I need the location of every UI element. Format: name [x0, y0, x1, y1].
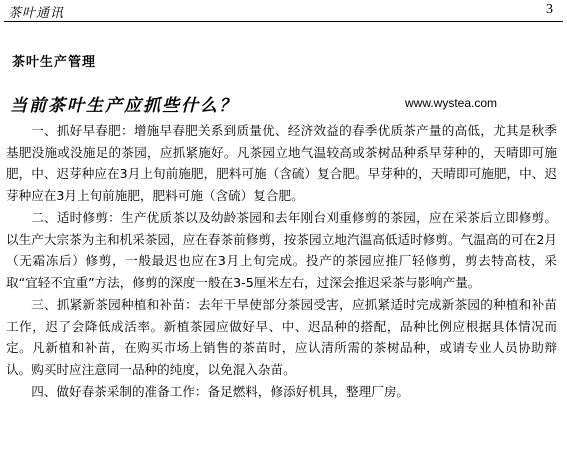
paragraph-pruning: 二、适时修剪：生产优质茶以及幼龄茶园和去年刚台刈重修剪的茶园，应在采茶后立即修剪。以生产大宗茶为主和机采茶园，应在春茶前修剪，按茶园立地汽温高低适时修剪。气温高的可在2月（无霜冻后）修剪，一般最迟也应在3月上旬完成。投产的茶园应推厂轻修剪，剪去特高枝，采取“宜轻不宜重”方法，修剪的深度一般在3-5厘米左右，过深会推迟采茶与影响产量。 — [6, 210, 557, 290]
header-divider — [4, 21, 563, 22]
paragraph-preparation: 四、做好春茶采制的准备工作：备足燃料，修添好机具，整理厂房。 — [31, 384, 409, 399]
paragraph-planting: 三、抓紧新茶园种植和补苗：去年干旱使部分茶园受害，应抓紧适时完成新茶园的种植和补苗工作，迟了会降低成活率。新植茶园应做好早、中、迟品种的搭配，品种比例应根据具体情况而定。凡新植和补苗，在购买市场上销售的茶苗时，应认清所需的茶树品种，或请专业人员协助辩认。购买时应注意同一品种的纯度，以免混入杂苗。 — [6, 297, 557, 377]
paragraph-spring-fertilizer: 一、抓好早春肥：增施早春肥关系到质量优、经济效益的春季优质茶产量的高低，尤其是秋季基肥没施或没施足的茶园，应抓紧施好。凡茶园立地气温较高或茶树品种系早芽种的，天晴即可施肥，中、迟芽种应在3月上旬前施肥，肥料可施（含硫）复合肥。早芽种的，天晴即可施肥，中、迟芽种应在3月上旬前施肥，肥料可施（含硫）复合肥。 — [6, 123, 557, 203]
newsletter-title: 茶叶通讯 — [8, 6, 65, 21]
website-url: www.wystea.com — [405, 96, 498, 110]
section-label: 茶叶生产管理 — [12, 55, 97, 70]
page-number: 3 — [546, 2, 553, 17]
article-title: 当前茶叶生产应抓些什么？ — [10, 96, 238, 116]
article-body — [6, 120, 557, 404]
